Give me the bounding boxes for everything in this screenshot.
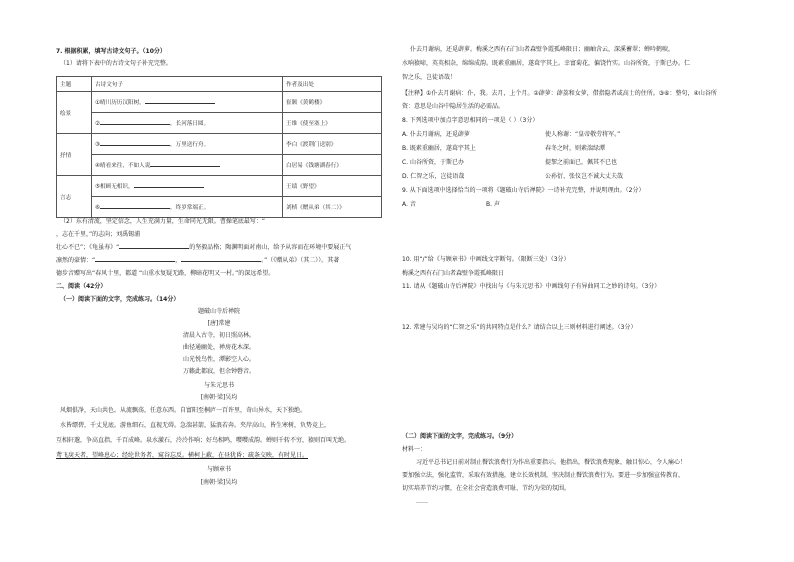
text2-line: 风烟俱净，天山共色。从流飘荡，任意东西。自富阳至桐庐一百许里，奇山异水，天下独绝。 — [60, 407, 307, 414]
header-line: 古诗文句子 — [92, 77, 283, 92]
theme-cell: 绘景 — [57, 92, 92, 134]
answer-blank[interactable] — [134, 187, 204, 188]
q7-sub2-line: ，志在千里，”的志向；刘禹锡浦 — [56, 231, 141, 238]
q10-sentence: 梅溪之西有石门山者森壁争霞孤峰限日 — [402, 270, 505, 277]
poem-line: 曲径通幽处，禅房花木深。 — [182, 344, 255, 351]
q8-option-a-pair: 使人称谢：“皇帝敬劳将军。” — [545, 131, 621, 138]
material-line: 习近平总书记日前对制止餐饮浪费行为作出重要指示。他指出，餐饮浪费现象，触目惊心，令人痛心！ — [416, 459, 687, 466]
q8-text: 8. 下列选项中加点字意思相同的一项是（ ）（3分） — [402, 117, 539, 124]
poem-title: 题破山寺后禅院 — [197, 308, 240, 315]
q11-text: 11. 请从《题破山寺后禅院》中找出与《与朱元思书》中画线句子有异曲同工之妙的诗句。（3分） — [402, 283, 661, 290]
line-cell: ⑤相顾无相识， — [92, 176, 283, 197]
q7-sub2-line: （2）东有清流，坚定信念，人生充满力量，生命同光无限。曹操笔底最写：“ — [60, 218, 265, 225]
header-source: 作者及出处 — [283, 77, 382, 92]
q7-sub2-line: 德步音赠写出“春风十里，都道 “山重水复疑无路，柳暗花明又一村。”的深远希望。 — [56, 270, 275, 277]
poem-line: 万籁此都寂，但余钟磬音。 — [182, 368, 255, 375]
q9-text: 9. 从下面选项中选择恰当的一项将《题破山寺后禅院》一诗补充完整，并说明理由。（2分） — [402, 187, 645, 194]
note-line: 【注释】①仆去月谢病：仆，我。去月，上个月。②薜萝：薜荔和女萝，借指隐者或高士的住所。③⑥：整句，④山谷所 — [402, 90, 717, 97]
intro-line: 仆去月谢病，还觅薜萝。梅溪之西有石门山者森壁争霞孤峰限日；幽岫含云，深溪蓄翠；蝉吟鹤唳， — [410, 46, 675, 53]
line-cell: ③ ，万里送行舟。 — [92, 134, 283, 155]
q8-option-a: A. 仆去月谢病，还觅薜萝 — [402, 131, 470, 138]
material-label: 材料一： — [402, 446, 427, 453]
text2-line: 互相轩邈，争高直指，千百成峰。泉水激石，泠泠作响；好鸟相鸣，嘤嘤成韵。蝉则千转不穷，猿则百叫无绝。 — [56, 437, 351, 444]
theme-cell: 言志 — [57, 176, 92, 218]
q8-option-c-pair: 提挈之前面已，佩其不已也 — [545, 159, 618, 166]
header-theme: 主题 — [57, 77, 92, 92]
line-cell: ② ，长河落日圆。 — [92, 113, 283, 134]
poem-line: 山光悦鸟性，潭影空人心。 — [182, 356, 255, 363]
source-cell: 李白《渡荆门送别》 — [283, 134, 382, 155]
reading-part2: （二）阅读下面的文字，完成练习。（9分） — [402, 433, 518, 440]
answer-blank[interactable] — [95, 261, 175, 262]
source-cell: 刘桢《赠从弟（其二）》 — [283, 197, 382, 218]
source-cell: 白居易《钱塘湖春行》 — [283, 155, 382, 176]
text2-title: 与朱元思书 — [203, 382, 234, 389]
material-line: 切实培养节约习惯，在全社会营造浪费可耻、节约为荣的氛围。 — [402, 485, 571, 492]
intro-line: 智之乐，岂徒语哉！ — [402, 74, 457, 81]
text2-author: [南朝·梁]吴均 — [200, 394, 238, 401]
note-line: 资：意思是山谷中隐居生活的必需品。 — [402, 103, 505, 110]
text2-line-underlined: 鸢飞戾天者，望峰息心；经纶世务者，窥谷忘反。横柯上蔽，在昼犹昏；疏条交映，有时见日。 — [56, 452, 309, 459]
q7-sub2-line: 凛然的豪情：“ ， 。”（《赠从弟》（其二））。其著 — [56, 257, 340, 264]
text3-author: [南朝·梁]吴均 — [200, 479, 238, 486]
answer-blank[interactable] — [145, 103, 215, 104]
answer-blank[interactable] — [150, 166, 220, 167]
q7-sub2-line: 壮心不已”；《龟虽寿》“ 的坚毅品格；陶渊明面对南山，给予从容而在环境中要展正气 — [56, 244, 352, 251]
reading-part1: （一）阅读下面的文字，完成练习。（14分） — [60, 296, 180, 303]
q8-option-b: B. 既素重幽居，遂葺宇其上 — [402, 145, 476, 152]
theme-cell: 抒情 — [57, 134, 92, 176]
answer-blank[interactable] — [100, 124, 170, 125]
q9-option-a: A. 音 — [402, 201, 416, 208]
poem-author: [唐]常建 — [207, 320, 231, 327]
poem-table — [56, 76, 382, 218]
line-cell: ①晴川历历汉阳树， — [92, 92, 283, 113]
text2-line: 水皆缥碧，千丈见底。游鱼细石，直视无碍。急湍甚箭，猛浪若奔。夹岸高山，皆生寒树，负势竞上， — [60, 422, 331, 429]
q8-option-d-pair: 公孙衍、张仪岂不诚大丈夫哉 — [545, 173, 624, 180]
answer-blank[interactable] — [100, 145, 170, 146]
q7-title: 7. 根据积累，填写古诗文句子。（10分） — [56, 48, 166, 55]
q8-option-d: D. 仁智之乐，岂徒语哉 — [402, 173, 465, 180]
intro-line: 水响猿啼，英英相杂，绵绵成韵。既素重幽居，遂葺宇其上。幸富菊花，偏饶竹实。山谷所资，于斯已办。仁 — [402, 60, 691, 67]
answer-blank[interactable] — [119, 248, 189, 249]
text3-title: 与顾章书 — [206, 466, 231, 473]
q8-option-b-pair: 春冬之时，则素湍绿潭 — [545, 145, 606, 152]
material-ellipsis: …… — [416, 498, 428, 505]
source-cell: 崔颢《黄鹤楼》 — [283, 92, 382, 113]
source-cell: 王维《使至塞上》 — [283, 113, 382, 134]
line-cell: ④晴看来往，不如人说 — [92, 155, 283, 176]
material-line: 要加强立法，强化监管，采取有效措施，建立长效机制，坚决制止餐饮浪费行为。要进一步加强宣传教育， — [402, 472, 685, 479]
q12-text: 12. 常建与吴均的“仁智之乐”的共同特点是什么？请结合以上三则材料进行阐述。（3分） — [402, 324, 637, 331]
line-cell: ⑥ ，终岁常端正。 — [92, 197, 283, 218]
answer-blank[interactable] — [181, 261, 261, 262]
answer-blank[interactable] — [100, 208, 170, 209]
reading-section-title: 二、阅读（42分） — [56, 283, 107, 290]
q8-option-c: C. 山谷所资，于斯已办 — [402, 159, 465, 166]
poem-line: 清晨入古寺，初日照高林。 — [182, 332, 255, 339]
q9-option-b: B. 声 — [486, 201, 500, 208]
q10-text: 10. 用“/”给《与顾章书》中画线文字断句。（限断三处）（3分） — [402, 256, 570, 263]
source-cell: 王绩《野望》 — [283, 176, 382, 197]
q7-sub1: （1）请将下表中的古诗文句子补充完整。 — [60, 60, 172, 67]
